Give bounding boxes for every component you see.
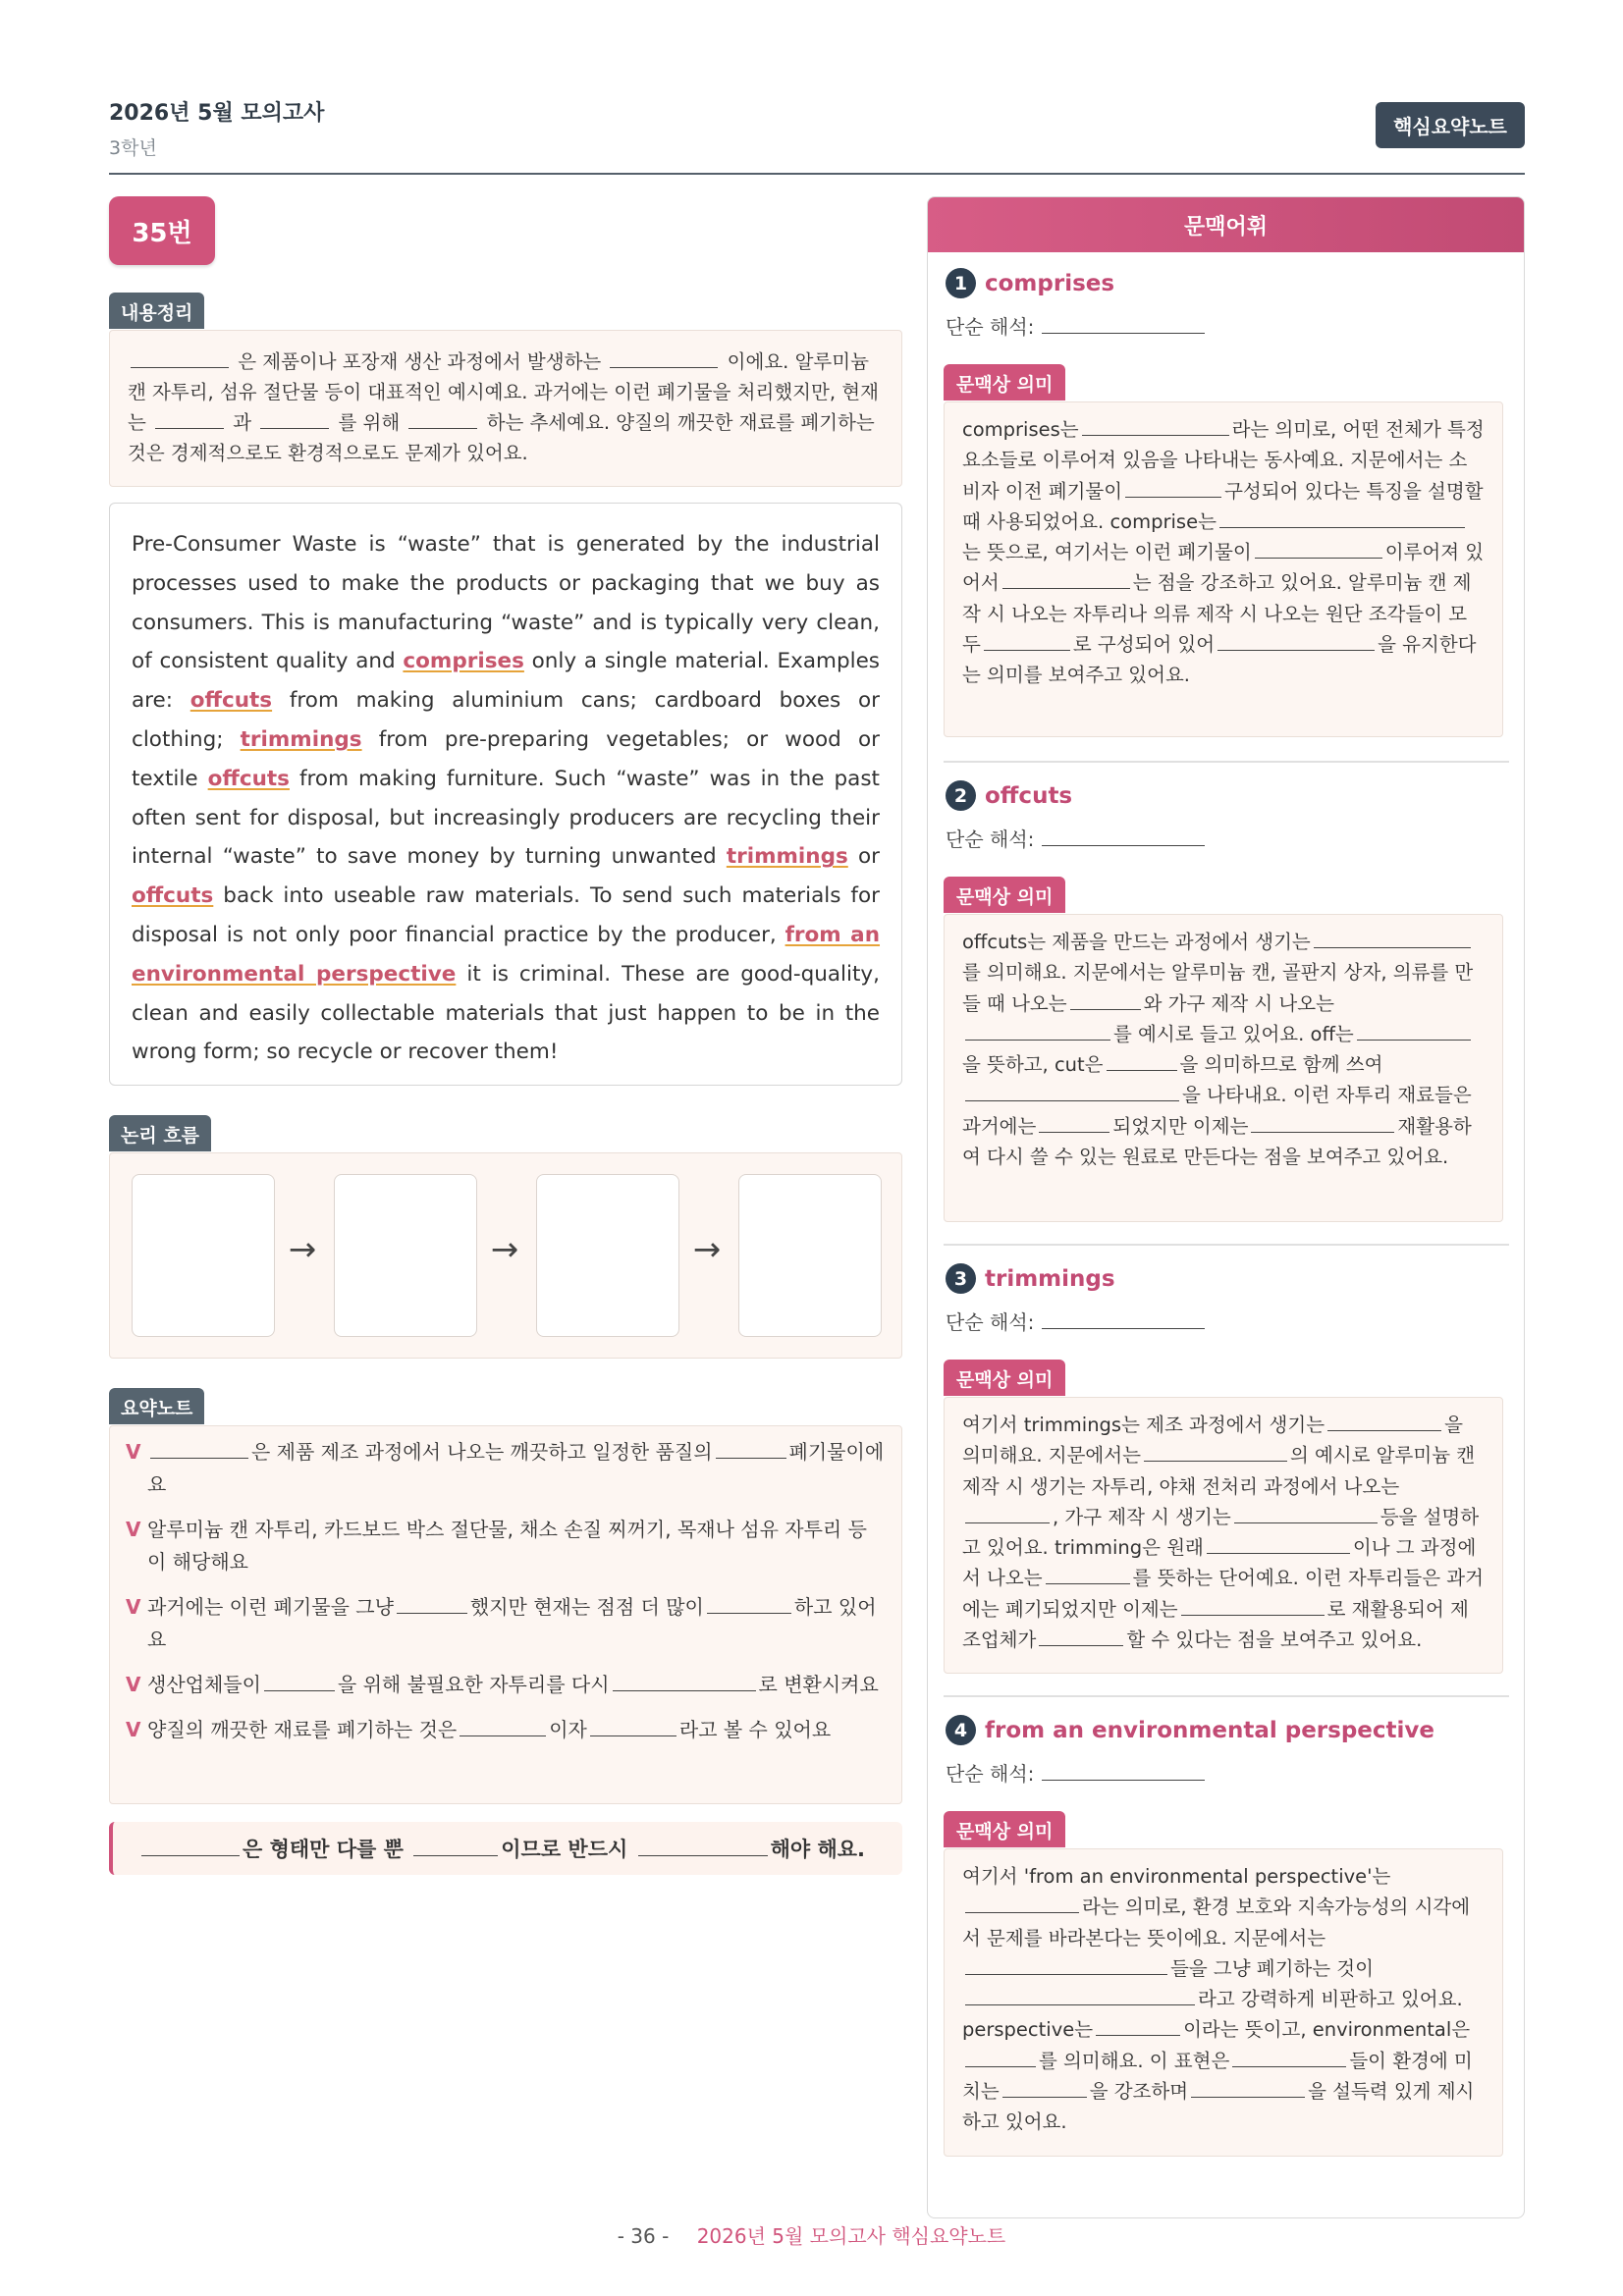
highlight-trimmings: trimmings: [240, 726, 362, 752]
blank: [610, 349, 718, 369]
exam-title: 2026년 5월 모의고사: [109, 101, 325, 126]
simple-translation: 단순 해석:: [946, 311, 1208, 340]
blank: [155, 410, 224, 430]
vocab-word-2: 2 offcuts: [946, 780, 1072, 811]
summary-note-box: [109, 1425, 902, 1804]
summary-item: V 알루미늄 캔 자투리, 카드보드 박스 절단물, 채소 손질 찌꺼기, 목재나 섬유 자투리 등이 해당해요: [126, 1514, 886, 1578]
check-icon: V: [126, 1440, 141, 1464]
vocab-panel-title: 문맥어휘: [928, 197, 1524, 252]
divider: [944, 1244, 1509, 1246]
passage-box: [109, 503, 902, 1086]
note-badge: 핵심요약노트: [1376, 102, 1525, 148]
vocab-word-3: 3 trimmings: [946, 1263, 1115, 1294]
flow-step-box: [738, 1174, 882, 1337]
context-meaning-tag: 문맥상 의미: [944, 1811, 1065, 1847]
blank: [260, 410, 329, 430]
context-meaning-tag: 문맥상 의미: [944, 877, 1065, 913]
arrow-right-icon: →: [288, 1230, 317, 1269]
arrow-right-icon: →: [692, 1230, 722, 1269]
flow-step-box: [536, 1174, 679, 1337]
context-meaning-tag: 문맥상 의미: [944, 1360, 1065, 1396]
context-vocab-panel: [927, 196, 1525, 2218]
context-meaning-box: 여기서 'from an environmental perspective'는라는 의미로, 환경 보호와 지속가능성의 시각에서 문제를 바라본다는 뜻이에요. 지문에서는들을 그냥 폐기하는 것이라고 강력하게 비판하고 있어요. perspective는 이라는 뜻이고, environmental은를 의미해요. 이 표현은 들이 환경에 미치는 을 강조하며 을 설득력 있게 제시하고 있어요.: [944, 1848, 1503, 2157]
summary-item: V 은 제품 제조 과정에서 나오는 깨끗하고 일정한 품질의 폐기물이에요: [126, 1436, 886, 1501]
simple-translation: 단순 해석:: [946, 824, 1208, 852]
summary-text: 은 제품이나 포장재 생산 과정에서 발생하는: [238, 350, 602, 373]
passage-text: Pre-Consumer Waste is “waste” that is generated by the industrial processes used to make the products or packaging that we buy as consumers. This is manufacturing “waste” and is typically very clean, of consistent quality and comprises only a single material. Examples are: offcuts from making aluminium cans; cardboard boxes or clothing; trimmings from pre-preparing vegetables; or wood or textile offcuts from making furniture. Such “waste” was in the past often sent for disposal, but increasingly producers are recycling their internal “waste” to save money by turning unwanted trimmings or offcuts back into useable raw materials. To send such materials for disposal is not only poor financial practice by the producer, from an environmental perspective it is criminal. These are good-quality, clean and easily collectable materials that just happen to be in the wrong form; so recycle or recover them!: [132, 532, 881, 1065]
context-meaning-box: comprises는 라는 의미로, 어떤 전체가 특정 요소들로 이루어져 있음을 나타내는 동사예요. 지문에서는 소비자 이전 폐기물이 구성되어 있다는 특징을 설명할 때 사용되었어요. comprise는는 뜻으로, 여기서는 이런 폐기물이 이루어져 있어서 는 점을 강조하고 있어요. 알루미늄 캔 제작 시 나오는 자투리나 의류 제작 시 나오는 원단 조각들이 모두 로 구성되어 있어 을 유지한다는 의미를 보여주고 있어요.: [944, 401, 1503, 737]
check-icon: V: [126, 1718, 141, 1741]
summary-item: V 과거에는 이런 폐기물을 그냥 했지만 현재는 점점 더 많이 하고 있어요: [126, 1591, 886, 1656]
divider: [944, 761, 1509, 763]
context-meaning-tag: 문맥상 의미: [944, 364, 1065, 400]
blank: [408, 410, 477, 430]
highlight-offcuts: offcuts: [207, 766, 290, 791]
highlight-environmental-perspective: from an environmental perspective: [132, 922, 881, 987]
simple-translation: 단순 해석:: [946, 1307, 1208, 1335]
footer-title: 2026년 5월 모의고사 핵심요약노트: [696, 2224, 1006, 2248]
flow-step-box: [334, 1174, 477, 1337]
summary-item: V 생산업체들이 을 위해 불필요한 자투리를 다시 로 변환시켜요: [126, 1669, 886, 1701]
context-meaning-box: offcuts는 제품을 만드는 과정에서 생기는를 의미해요. 지문에서는 알루미늄 캔, 골판지 상자, 의류를 만들 때 나오는 와 가구 제작 시 나오는를 예시로 들고 있어요. off는을 뜻하고, cut은 을 의미하므로 함께 쓰여을 나타내요. 이런 자투리 재료들은 과거에는 되었지만 이제는 재활용하여 다시 쓸 수 있는 원료로 만든다는 점을 보여주고 있어요.: [944, 914, 1503, 1222]
conclusion-box: 은 형태만 다를 뿐 이므로 반드시 해야 해요.: [109, 1822, 902, 1875]
flow-step-box: [132, 1174, 275, 1337]
content-summary-box: [109, 330, 902, 487]
summary-text: 를 위해: [338, 411, 401, 434]
vocab-word-4: 4 from an environmental perspective: [946, 1715, 1434, 1745]
grade-label: 3학년: [109, 137, 157, 159]
page-header: [109, 94, 1525, 175]
check-icon: V: [126, 1673, 141, 1696]
logic-flow-box: [109, 1152, 902, 1359]
summary-note-tag: 요약노트: [109, 1388, 204, 1424]
page-number: - 36 -: [617, 2224, 670, 2248]
highlight-offcuts: offcuts: [132, 883, 214, 909]
divider: [944, 1695, 1509, 1697]
vocab-word-1: 1 comprises: [946, 268, 1114, 298]
logic-flow-tag: 논리 흐름: [109, 1115, 211, 1151]
context-meaning-box: 여기서 trimmings는 제조 과정에서 생기는 을 의미해요. 지문에서는 의 예시로 알루미늄 캔 제작 시 생기는 자투리, 야채 전처리 과정에서 나오는, 가구 제작 시 생기는 등을 설명하고 있어요. trimming은 원래 이나 그 과정에서 나오는 를 뜻하는 단어예요. 이런 자투리들은 과거에는 폐기되었지만 이제는 로 재활용되어 제조업체가 할 수 있다는 점을 보여주고 있어요.: [944, 1397, 1503, 1674]
content-summary-tag: 내용정리: [109, 293, 204, 329]
question-number-badge: 35번: [109, 196, 215, 265]
highlight-trimmings: trimmings: [726, 844, 848, 870]
summary-text: 과: [233, 411, 252, 434]
page-footer: [0, 2220, 1623, 2249]
highlight-comprises: comprises: [403, 649, 524, 674]
blank: [131, 349, 229, 369]
summary-text: 하는 추세예요. 양질의 깨끗한 재료를 폐기하는 것은 경제적으로도 환경적으로도 문제가 있어요.: [128, 411, 875, 464]
summary-item: V 양질의 깨끗한 재료를 폐기하는 것은 이자 라고 볼 수 있어요: [126, 1714, 886, 1746]
arrow-right-icon: →: [490, 1230, 519, 1269]
highlight-offcuts: offcuts: [189, 688, 273, 714]
check-icon: V: [126, 1518, 141, 1541]
summary-text: 이에요. 알루미늄 캔 자투리, 섬유 절단물 등이 대표적인 예시예요. 과거에는 이런 폐기물을 처리했지만, 현재는: [128, 350, 879, 434]
check-icon: V: [126, 1595, 141, 1619]
simple-translation: 단순 해석:: [946, 1758, 1208, 1787]
